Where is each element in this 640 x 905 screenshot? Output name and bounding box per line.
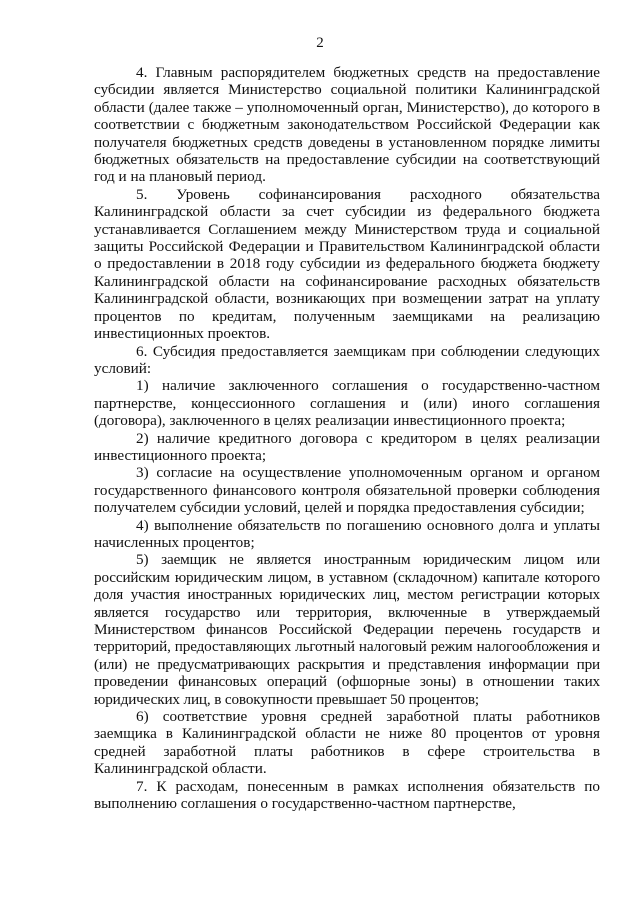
- condition-4-debt-obligations: 4) выполнение обязательств по погашению основного долга и уплаты начисленных процентов;: [94, 516, 600, 551]
- paragraph-7-expenses: 7. К расходам, понесенным в рамках исполнения обязательств по выполнению соглашения о государственно-частном партнерстве,: [94, 777, 600, 813]
- condition-1-agreement: 1) наличие заключенного соглашения о государственно-частном партнерстве, концессионного соглашения и (или) иного соглашения (договора), заключенного в целях реализации инвестиционного проекта;: [94, 377, 600, 430]
- condition-2-credit-contract: 2) наличие кредитного договора с кредитором в целях реализации инвестиционного проекта;: [94, 429, 600, 464]
- paragraph-4-main-administrator: 4. Главным распорядителем бюджетных средств на предоставление субсидии является Министерство социальной политики Калининградской области (далее также – уполномоченный орган, Министерство), до которого в соответствии с бюджетным законодательством Российской Федерации как получателя бюджетных средств доведены в установленном порядке лимиты бюджетных обязательств на предоставление субсидии на соответствующий год и на плановый период.: [94, 64, 600, 186]
- condition-5-foreign-entity: 5) заемщик не является иностранным юридическим лицом или российским юридическим лицом, в уставном (складочном) капитале которого доля участия иностранных юридических лиц, местом регистрации которых является государство или территория, включенные в утверждаемый Министерством финансов Российской Федерации перечень государств и территорий, предоставляющих льготный налоговый режим налогообложения и (или) не предусматривающих раскрытия и представления информации при проведении финансовых операций (офшорные зоны) в отношении таких юридических лиц, в совокупности превышает 50 процентов;: [94, 551, 600, 708]
- condition-3-inspection-consent: 3) согласие на осуществление уполномоченным органом и органом государственного финансового контроля обязательной проверки соблюдения получателем субсидии условий, целей и порядка предоставления субсидии;: [94, 464, 600, 517]
- document-body: [94, 64, 600, 812]
- condition-6-average-salary: 6) соответствие уровня средней заработной платы работников заемщика в Калининградской области не ниже 80 процентов от уровня средней заработной платы работников в сфере строительства в Калининградской области.: [94, 708, 600, 778]
- page-number: 2: [316, 35, 324, 51]
- paragraph-5-cofinancing-level: 5. Уровень софинансирования расходного обязательства Калининградской области за счет субсидии из федерального бюджета устанавливается Соглашением между Министерством труда и социальной защиты Российской Федерации и Правительством Калининградской области о предоставлении в 2018 году субсидии из федерального бюджета бюджету Калининградской области на софинансирование расходных обязательств Калининградской области, возникающих при возмещении затрат на уплату процентов по кредитам, полученным заемщиками на реализацию инвестиционных проектов.: [94, 185, 600, 343]
- paragraph-6-subsidy-conditions: 6. Субсидия предоставляется заемщикам при соблюдении следующих условий:: [94, 342, 600, 377]
